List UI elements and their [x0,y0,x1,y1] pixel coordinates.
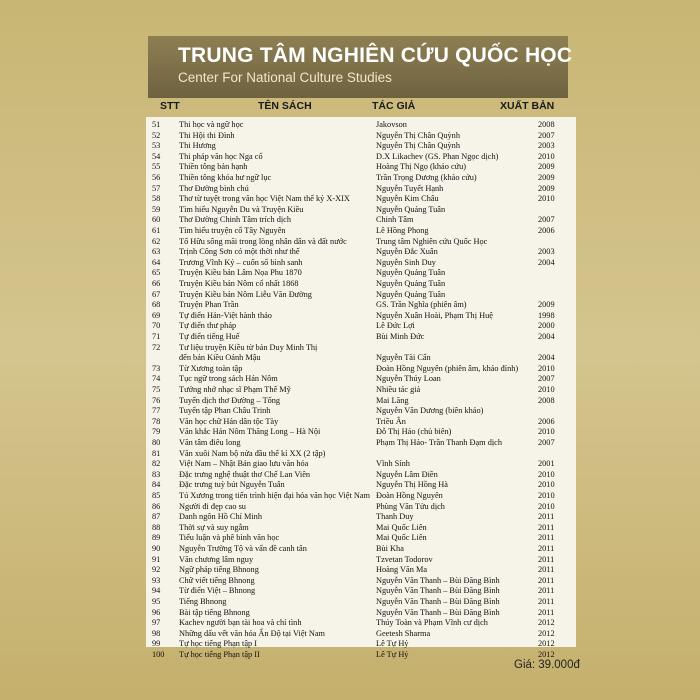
book-author: Đỗ Thị Hảo (chủ biên) [376,427,452,437]
book-number: 51 [152,120,161,129]
book-author: Nguyễn Tài Cẩn [376,353,431,363]
book-year: 2009 [538,162,555,172]
book-row [146,479,576,490]
book-number: 93 [152,575,161,585]
book-year: 2010 [538,427,555,437]
book-author: Thanh Duy [376,512,414,522]
column-header-stt: STT [160,100,180,112]
book-row [146,628,576,639]
book-year: 2009 [538,183,555,193]
book-year: 2010 [538,363,555,373]
book-title: Tự học tiếng Phạn tập II [179,650,260,659]
book-title: Đặc trưng tuỳ bút Nguyễn Tuân [179,480,285,490]
book-title: Tú Xương trong tiến trình hiện đại hóa văn học Việt Nam [179,491,370,500]
book-title: Trịnh Công Sơn có một thời như thế [179,247,300,257]
book-number: 91 [152,554,161,564]
book-title: Tự điển Hán-Việt hành thảo [179,310,272,320]
book-author: Nguyễn Văn Dương (biên khảo) [376,406,484,416]
book-title: Thơ Đường Chinh Tâm trích dịch [179,215,291,225]
book-row [146,278,576,289]
book-number: 90 [152,544,161,553]
book-title: Từ Xương toàn tập [179,363,243,373]
book-title: Văn xuôi Nam bộ nửa đầu thế kỉ XX (2 tập) [179,448,326,458]
book-title: Tìm hiểu truyện cổ Tây Nguyên [179,226,286,235]
book-title: Người đi đẹp cao su [179,501,246,511]
book-title: Tự điển thư pháp [179,321,237,331]
book-title: Truyện Kiều bản Nôm Liễu Văn Đường [179,289,312,299]
book-row [146,405,576,416]
book-row [146,225,576,236]
book-author: Vĩnh Sính [376,459,410,469]
book-year: 2007 [538,215,555,225]
book-row [146,172,576,183]
book-author: Mai Lăng [376,395,409,405]
book-number: 89 [152,533,161,543]
book-number: 68 [152,300,161,310]
book-number: 92 [152,565,161,575]
book-title: Thời sự và suy ngẫm [179,522,249,532]
book-row [146,183,576,194]
book-number: 53 [152,141,161,151]
column-header-year: XUẤT BẢN [500,100,555,112]
book-author: Chinh Tâm [376,215,414,225]
book-row [146,426,576,437]
book-row [146,501,576,512]
book-row [146,193,576,204]
book-year: 2006 [538,226,555,235]
book-year: 2004 [538,353,555,363]
book-row [146,448,576,459]
book-author: Nguyễn Lâm Điền [376,469,438,479]
book-row [146,469,576,480]
book-title: Đặc trưng nghệ thuật thơ Chế Lan Viên [179,469,311,479]
book-number: 96 [152,607,161,617]
book-author: Nguyễn Thị Chân Quỳnh [376,141,460,151]
book-author: D.X Likachev (GS. Phan Ngọc dịch) [376,151,499,161]
book-title: Văn tâm điêu long [179,438,241,447]
book-row [146,607,576,618]
book-title: Tự học tiếng Phạn tập I [179,639,257,649]
book-author: Hoàng Văn Ma [376,565,428,575]
book-row [146,204,576,215]
book-title: Tiểu luận và phê bình văn học [179,533,280,543]
book-author: Nguyễn Quảng Tuân [376,268,446,278]
book-number: 70 [152,321,161,331]
book-row [146,458,576,469]
book-title: Thiền tông bản hạnh [179,162,248,172]
book-number: 72 [152,342,161,352]
book-author: Lê Hồng Phong [376,226,429,235]
book-row [146,310,576,321]
book-author: Nguyễn Văn Thanh – Bùi Đăng Bình [376,575,500,585]
book-number: 55 [152,162,161,172]
book-number: 78 [152,416,161,426]
book-row [146,649,576,660]
book-author: Phùng Văn Tửu dịch [376,501,445,511]
book-author: Bùi Minh Đức [376,332,425,341]
book-row [146,214,576,225]
book-title: Bài tập tiếng Bhnong [179,607,250,617]
book-year: 2011 [538,597,555,606]
book-title: Văn học chữ Hán dân tộc Tày [179,416,279,426]
book-title: Thi Hương [179,141,216,151]
book-author: Nguyễn Thị Hồng Hà [376,480,448,490]
book-row [146,384,576,395]
book-author: Nguyễn Đắc Xuân [376,247,438,257]
book-number: 73 [152,363,161,373]
book-row [146,363,576,374]
book-year: 2011 [538,554,555,564]
book-author: Nguyễn Kim Châu [376,194,439,204]
book-author: Nguyễn Quảng Tuân [376,289,446,299]
book-year: 2010 [538,194,555,204]
book-author: Triều Ân [376,416,406,426]
book-title: Tố Hữu sống mãi trong lòng nhân dân và đất nước [179,236,347,246]
book-year: 2011 [538,575,555,585]
book-row [146,522,576,533]
book-author: Nhiều tác giả [376,385,421,394]
book-row [146,236,576,247]
book-number: 64 [152,257,161,267]
book-row [146,267,576,278]
book-year: 2009 [538,300,555,310]
publisher-title: TRUNG TÂM NGHIÊN CỨU QUỐC HỌC [178,44,573,67]
book-author: Lê Tự Hỷ [376,650,409,659]
book-author: GS. Trần Nghĩa (phiên âm) [376,300,467,310]
book-row [146,554,576,565]
book-number: 86 [152,501,161,511]
book-year: 2004 [538,332,555,341]
book-title: Tư liệu truyện Kiều từ bản Duy Minh Thị [179,342,318,352]
book-author: Nguyễn Sinh Duy [376,257,436,267]
book-row [146,543,576,554]
book-author: Nguyễn Xuân Hoài, Phạm Thị Huệ [376,310,493,320]
book-number: 63 [152,247,161,257]
book-number: 95 [152,597,161,606]
book-row [146,331,576,342]
book-title: Thi học và ngữ học [179,120,244,129]
book-year: 2008 [538,120,555,129]
book-number: 76 [152,395,161,405]
book-row [146,140,576,151]
book-year: 2007 [538,130,555,140]
book-number: 54 [152,151,161,161]
book-title: Văn khắc Hán Nôm Thăng Long – Hà Nội [179,427,321,437]
book-number: 71 [152,332,161,341]
column-header-title: TÊN SÁCH [258,100,312,112]
book-title: đến bản Kiều Oánh Mậu [179,353,261,363]
book-author: Mai Quốc Liên [376,522,427,532]
book-number: 57 [152,183,161,193]
book-author: Nguyễn Thúy Loan [376,374,441,384]
book-number: 59 [152,204,161,214]
book-row [146,320,576,331]
book-title: Nguyễn Trường Tộ và vấn đề canh tân [179,544,307,553]
book-title: Tiếng Bhnong [179,597,227,606]
book-number: 75 [152,385,161,394]
book-year: 2010 [538,151,555,161]
book-year: 2011 [538,607,555,617]
book-author: Mai Quốc Liên [376,533,427,543]
book-title: Việt Nam – Nhật Bản giao lưu văn hóa [179,459,309,469]
book-year: 2011 [538,565,555,575]
book-author: Đoàn Hồng Nguyên (phiên âm, khảo đính) [376,363,519,373]
book-row [146,257,576,268]
book-row [146,532,576,543]
book-number: 88 [152,522,161,532]
book-number: 66 [152,279,161,288]
book-title: Văn chương lâm nguy [179,554,254,564]
book-title: Tìm hiểu Nguyễn Du và Truyện Kiều [179,204,304,214]
book-title: Ngữ pháp tiếng Bhnong [179,565,259,575]
book-title: Thiền tông khóa hư ngữ lục [179,173,272,182]
book-title: Thơ Đường bình chú [179,183,249,193]
book-row [146,342,576,353]
book-number: 74 [152,374,161,384]
book-number: 79 [152,427,161,437]
book-year: 2010 [538,491,555,500]
book-author: Thúy Toàn và Phạm Vĩnh cư dịch [376,618,488,628]
book-title: Tuyển dịch thơ Đường – Tống [179,395,281,405]
book-number: 81 [152,448,161,458]
book-year: 2001 [538,459,555,469]
book-author: Lê Đức Lợi [376,321,415,331]
book-row [146,596,576,607]
book-title: Thơ từ tuyệt trong văn học Việt Nam thế kỷ X-XIX [179,194,350,204]
book-row [146,511,576,522]
book-author: Nguyễn Quảng Tuân [376,279,446,288]
book-author: Nguyễn Thị Chân Quỳnh [376,130,460,140]
book-year: 2000 [538,321,555,331]
book-year: 2010 [538,469,555,479]
book-row [146,130,576,141]
book-number: 52 [152,130,161,140]
book-number: 69 [152,310,161,320]
book-row [146,119,576,130]
book-author: Geetesh Sharma [376,628,431,638]
book-number: 65 [152,268,161,278]
book-row [146,352,576,363]
book-number: 97 [152,618,161,628]
book-author: Jakovson [376,120,407,129]
book-row [146,575,576,586]
book-title: Tưởng nhớ nhạc sĩ Phạm Thế Mỹ [179,385,291,394]
book-year: 2012 [538,650,555,659]
book-year: 2009 [538,173,555,182]
book-year: 2003 [538,247,555,257]
book-author: Phạm Thị Hảo- Trần Thanh Đạm dịch [376,438,502,447]
book-row [146,617,576,628]
book-title: Tự điển tiếng Huế [179,332,240,341]
book-number: 67 [152,289,161,299]
book-year: 2012 [538,639,555,649]
book-title: Thi Hội thi Đình [179,130,235,140]
book-number: 58 [152,194,161,204]
price-label: Giá: 39.000đ [514,659,580,671]
book-year: 2010 [538,480,555,490]
book-title: Tuyển tập Phan Châu Trinh [179,406,271,416]
book-year: 2010 [538,385,555,394]
book-number: 61 [152,226,161,235]
book-author: Nguyễn Văn Thanh – Bùi Đăng Bình [376,586,500,596]
book-number: 80 [152,438,161,447]
book-author: Trần Trọng Dương (khảo cứu) [376,173,477,182]
book-number: 84 [152,480,161,490]
book-title: Danh ngôn Hồ Chí Minh [179,512,262,522]
book-year: 2012 [538,628,555,638]
book-title: Kachev người bạn tài hoa và chí tình [179,618,302,628]
book-number: 100 [152,650,165,659]
book-row [146,564,576,575]
book-row [146,161,576,172]
book-title: Thi pháp văn học Nga cổ [179,151,263,161]
book-row [146,246,576,257]
book-row [146,416,576,427]
book-title: Chữ viết tiếng Bhnong [179,575,255,585]
book-year: 2007 [538,438,555,447]
book-title: Từ điển Việt – Bhnong [179,586,256,596]
book-author: Nguyễn Tuyết Hạnh [376,183,444,193]
book-number: 82 [152,459,161,469]
book-row [146,289,576,300]
book-number: 56 [152,173,161,182]
book-year: 2011 [538,544,555,553]
book-row [146,638,576,649]
book-title: Truyện Phan Trần [179,300,239,310]
book-number: 87 [152,512,161,522]
book-year: 2011 [538,586,555,596]
book-author: Nguyễn Văn Thanh – Bùi Đăng Bình [376,597,500,606]
book-author: Đoàn Hồng Nguyên [376,491,443,500]
book-title: Những dấu vết văn hóa Ấn Độ tại Việt Nam [179,628,326,638]
book-author: Nguyễn Quảng Tuân [376,204,446,214]
book-row [146,299,576,310]
book-year: 2007 [538,374,555,384]
book-year: 1998 [538,310,555,320]
publisher-subtitle: Center For National Culture Studies [178,70,392,85]
book-author: Lê Tự Hỷ [376,639,409,649]
book-year: 2011 [538,533,555,543]
book-author: Trung tâm Nghiên cứu Quốc Học [376,236,488,246]
book-author: Nguyễn Văn Thanh – Bùi Đăng Bình [376,607,500,617]
book-row [146,490,576,501]
book-number: 85 [152,491,161,500]
book-year: 2006 [538,416,555,426]
book-author: Hoàng Thị Ngọ (khảo cứu) [376,162,467,172]
book-year: 2011 [538,512,555,522]
book-row [146,437,576,448]
column-header-author: TÁC GIẢ [372,100,416,112]
book-number: 98 [152,628,161,638]
book-row [146,395,576,406]
book-year: 2004 [538,257,555,267]
book-author: Bùi Kha [376,544,404,553]
book-year: 2003 [538,141,555,151]
book-number: 94 [152,586,161,596]
book-row [146,585,576,596]
book-number: 60 [152,215,161,225]
book-number: 83 [152,469,161,479]
book-year: 2012 [538,618,555,628]
book-number: 99 [152,639,161,649]
book-row [146,373,576,384]
book-year: 2008 [538,395,555,405]
book-title: Trương Vĩnh Ký – cuốn sổ bình sanh [179,257,303,267]
book-author: Tzvetan Todorov [376,554,433,564]
book-title: Truyện Kiều bản Nôm cổ nhất 1868 [179,279,299,288]
book-title: Truyện Kiều bản Lâm Nọa Phu 1870 [179,268,302,278]
book-row [146,151,576,162]
book-year: 2011 [538,522,555,532]
book-number: 77 [152,406,161,416]
book-title: Tục ngữ trong sách Hán Nôm [179,374,278,384]
book-year: 2010 [538,501,555,511]
book-number: 62 [152,236,161,246]
